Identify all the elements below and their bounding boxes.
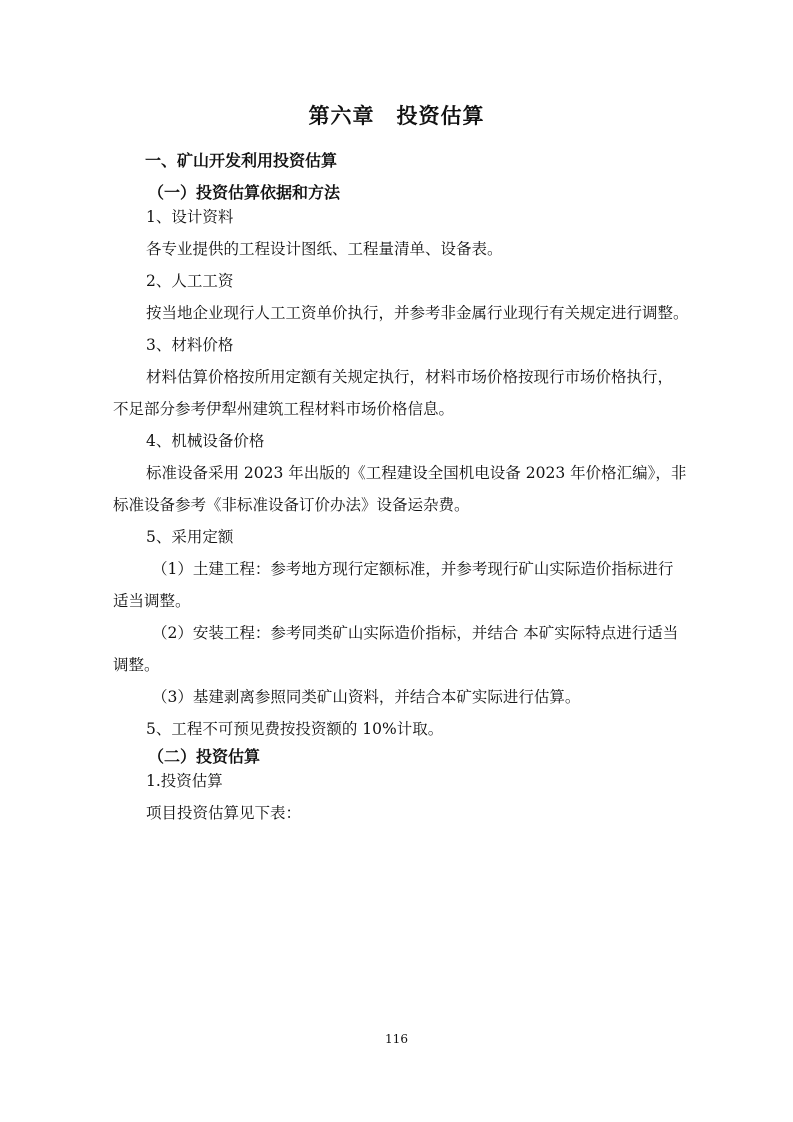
item-heading: 1.投资估算 xyxy=(146,772,223,790)
paragraph: 各专业提供的工程设计图纸、工程量清单、设备表。 xyxy=(146,240,503,258)
subsection-heading: （二）投资估算 xyxy=(148,747,261,766)
item-heading: 4、机械设备价格 xyxy=(146,432,265,450)
paragraph: （1）土建工程：参考地方现行定额标准，并参考现行矿山实际造价指标进行 xyxy=(152,560,674,578)
item-heading: 1、设计资料 xyxy=(146,208,234,226)
paragraph: 材料估算价格按所用定额有关规定执行，材料市场价格按现行市场价格执行， xyxy=(146,368,674,386)
paragraph-continuation: 适当调整。 xyxy=(113,592,191,610)
paragraph: （3）基建剥离参照同类矿山资料，并结合本矿实际进行估算。 xyxy=(152,688,581,706)
item-heading: 3、材料价格 xyxy=(146,336,234,354)
paragraph-continuation: 调整。 xyxy=(113,656,160,674)
section-heading: 一、矿山开发利用投资估算 xyxy=(145,151,338,170)
paragraph: 5、工程不可预见费按投资额的 10%计取。 xyxy=(146,720,444,738)
paragraph-continuation: 不足部分参考伊犁州建筑工程材料市场价格信息。 xyxy=(113,400,455,418)
paragraph: 项目投资估算见下表： xyxy=(146,804,302,822)
subsection-heading: （一）投资估算依据和方法 xyxy=(148,183,341,202)
chapter-title: 第六章 投资估算 xyxy=(308,103,485,128)
paragraph: （2）安装工程：参考同类矿山实际造价指标，并结合 本矿实际特点进行适当 xyxy=(152,624,679,642)
paragraph-continuation: 标准设备参考《非标准设备订价办法》设备运杂费。 xyxy=(113,496,470,514)
item-heading: 2、人工工资 xyxy=(146,272,234,290)
page-number: 116 xyxy=(385,1032,408,1046)
paragraph: 标准设备采用 2023 年出版的《工程建设全国机电设备 2023 年价格汇编》，非 xyxy=(146,464,687,482)
paragraph: 按当地企业现行人工工资单价执行，并参考非金属行业现行有关规定进行调整。 xyxy=(146,304,689,322)
item-heading: 5、采用定额 xyxy=(146,528,234,546)
